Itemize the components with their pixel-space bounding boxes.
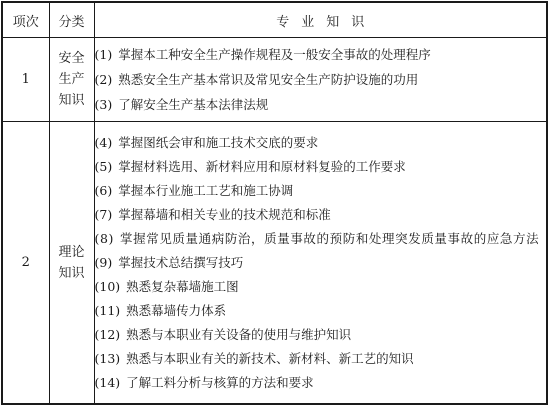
table-row xyxy=(2,122,547,405)
item-text: 掌握材料选用、新材料应用和原材料复验的工作要求 xyxy=(118,158,406,174)
item-number: (14) xyxy=(94,374,121,390)
list-item xyxy=(95,179,547,203)
section-items xyxy=(94,38,547,122)
item-number: (7) xyxy=(94,206,113,222)
item-number: (9) xyxy=(94,254,113,270)
list-item xyxy=(95,131,547,155)
list-item xyxy=(95,299,547,323)
item-text: 掌握常见质量通病防治，质量事故的预防和处理突发质量事故的应急方法 xyxy=(120,230,540,246)
header-no: 项次 xyxy=(2,2,49,38)
list-item xyxy=(95,347,547,371)
header-content: 专业知识 xyxy=(94,2,547,38)
section-number: 2 xyxy=(2,122,49,405)
category-line: 知识 xyxy=(58,265,85,281)
section-number: 1 xyxy=(2,38,49,122)
item-number: (2) xyxy=(94,72,113,87)
list-item xyxy=(95,371,547,395)
item-number: (10) xyxy=(94,278,121,294)
item-text: 熟悉与本职业有关设备的使用与维护知识 xyxy=(126,326,352,342)
item-text: 掌握图纸会审和施工技术交底的要求 xyxy=(118,134,319,150)
category-line: 安全 xyxy=(58,51,85,66)
item-text: 掌握本行业施工工艺和施工协调 xyxy=(118,182,294,198)
item-number: (5) xyxy=(94,158,113,174)
section-items xyxy=(94,122,547,405)
list-item xyxy=(95,275,547,299)
list-item xyxy=(95,227,547,251)
item-text: 掌握本工种安全生产操作规程及一般安全事故的处理程序 xyxy=(118,47,431,62)
section-category xyxy=(49,38,94,122)
list-item xyxy=(95,92,547,117)
item-text: 掌握技术总结撰写技巧 xyxy=(118,254,244,270)
list-item xyxy=(95,155,547,179)
category-line: 生产 xyxy=(58,72,85,87)
item-text: 熟悉与本职业有关的新技术、新材料、新工艺的知识 xyxy=(126,350,414,366)
item-number: (12) xyxy=(94,326,121,342)
item-text: 掌握幕墙和相关专业的技术规范和标准 xyxy=(118,206,331,222)
header-row xyxy=(2,2,547,38)
list-item xyxy=(95,251,547,275)
item-text: 了解安全生产基本法律法规 xyxy=(118,97,269,112)
category-line: 知识 xyxy=(58,93,85,108)
item-text: 熟悉复杂幕墙施工图 xyxy=(126,278,239,294)
item-number: (11) xyxy=(94,302,121,318)
list-item xyxy=(95,203,547,227)
item-number: (4) xyxy=(94,134,113,150)
item-text: 熟悉安全生产基本常识及常见安全生产防护设施的功用 xyxy=(118,72,419,87)
section-category xyxy=(49,122,94,405)
item-number: (1) xyxy=(94,47,113,62)
item-text: 了解工料分析与核算的方法和要求 xyxy=(126,374,314,390)
item-number: (6) xyxy=(94,182,113,198)
list-item xyxy=(95,42,547,67)
category-line: 理论 xyxy=(58,244,85,260)
knowledge-table xyxy=(1,1,548,405)
item-number: (8) xyxy=(94,230,115,246)
item-text: 熟悉幕墙传力体系 xyxy=(126,302,227,318)
item-number: (13) xyxy=(94,350,121,366)
list-item xyxy=(95,323,547,347)
header-category: 分类 xyxy=(49,2,94,38)
list-item xyxy=(95,67,547,92)
table-row xyxy=(2,38,547,122)
item-number: (3) xyxy=(94,97,113,112)
